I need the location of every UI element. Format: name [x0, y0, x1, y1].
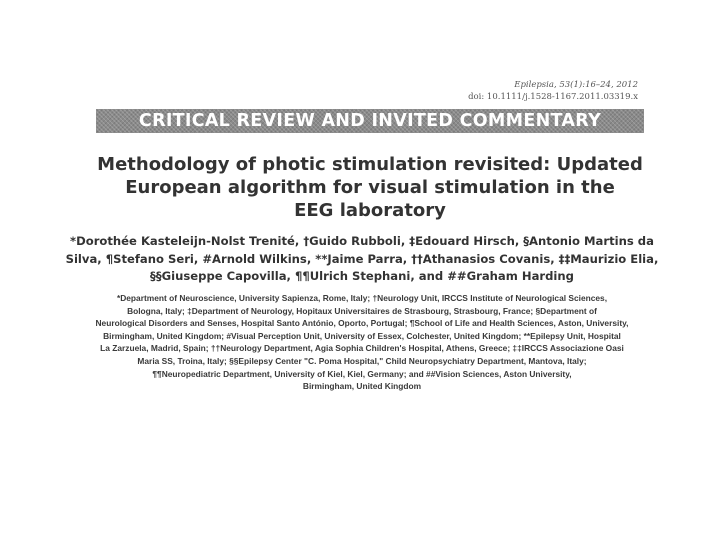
affiliation-list — [12, 292, 712, 393]
paper-title — [70, 153, 670, 222]
affiliation-line: Bologna, Italy; ‡Department of Neurology, Hopitaux Universitaires de Strasbourg, Strasbourg, France; §Department of — [127, 305, 597, 316]
affiliation-line: Birmingham, United Kingdom; #Visual Perception Unit, University of Essex, Colchester, United Kingdom; **Epilepsy Unit, Hospital — [103, 330, 621, 341]
author-line: §§Giuseppe Capovilla, ¶¶Ulrich Stephani, and ##Graham Harding — [150, 269, 574, 283]
section-banner — [96, 109, 644, 133]
section-banner-label: CRITICAL REVIEW AND INVITED COMMENTARY — [138, 111, 602, 131]
affiliation-line: Neurological Disorders and Senses, Hospital Santo António, Oporto, Portugal; ¶School of Life and Health Sciences, Aston, University, — [95, 318, 629, 329]
doi-text: doi: 10.1111/j.1528-1167.2011.03319.x — [468, 92, 638, 102]
title-line: EEG laboratory — [294, 200, 446, 221]
author-line: *Dorothée Kasteleijn-Nolst Trenité, †Guido Rubboli, ‡Edouard Hirsch, §Antonio Martins da — [70, 234, 654, 248]
title-line: European algorithm for visual stimulation in the — [125, 177, 615, 198]
author-line: Silva, ¶Stefano Seri, #Arnold Wilkins, **Jaime Parra, ††Athanasios Covanis, ‡‡Maurizio Elia, — [65, 251, 659, 266]
affiliation-line: *Department of Neuroscience, University Sapienza, Rome, Italy; †Neurology Unit, IRCCS Institute of Neurological Sciences, — [116, 293, 608, 303]
journal-citation: Epilepsia, 53(1):16–24, 2012 — [514, 80, 638, 90]
affiliation-line: Birmingham, United Kingdom — [302, 381, 422, 392]
affiliation-line: La Zarzuela, Madrid, Spain; ††Neurology Department, Agia Sophia Children's Hospital, Athens, Greece; ‡‡IRCCS Associazione Oasi — [100, 343, 624, 354]
affiliation-line: ¶¶Neuropediatric Department, University of Kiel, Kiel, Germany; and ##Vision Sciences, Aston University, — [152, 368, 572, 379]
citation-block — [468, 79, 638, 103]
title-line: Methodology of photic stimulation revisited: Updated — [97, 154, 643, 175]
affiliation-line: Maria SS, Troina, Italy; §§Epilepsy Center "C. Poma Hospital," Child Neuropsychiatry Department, Mantova, Italy; — [137, 355, 587, 366]
author-list — [22, 233, 702, 286]
